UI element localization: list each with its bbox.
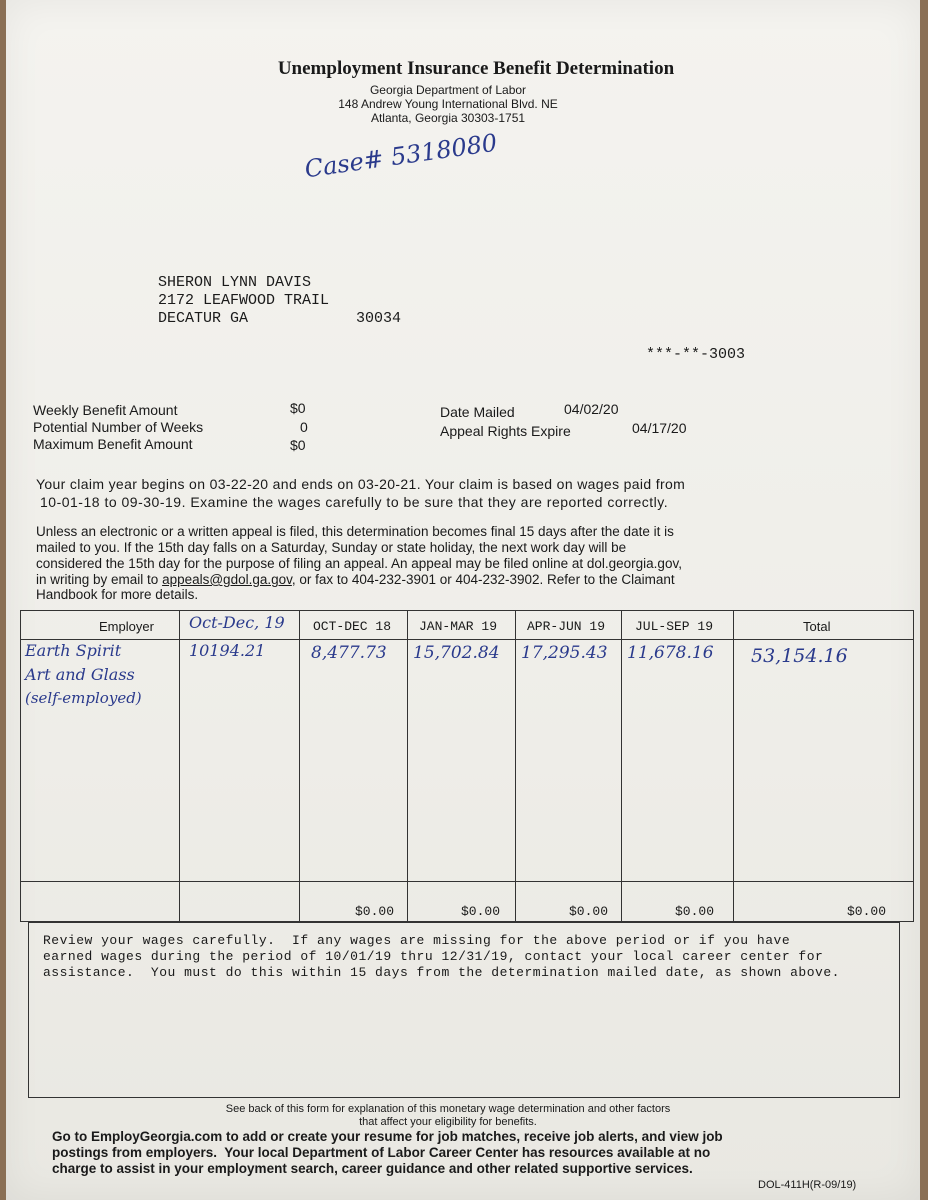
footer-promo-line3: charge to assist in your employment search, career guidance and other related supportive services. — [52, 1161, 693, 1176]
appeal-para-line5: Handbook for more details. — [36, 587, 199, 602]
form-id: DOL-411H(R-09/19) — [758, 1179, 857, 1191]
max-benefit-label: Maximum Benefit Amount — [33, 436, 193, 452]
appeal-para-line4b: , or fax to 404-232-3901 or 404-232-3902. Refer to the Claimant — [291, 572, 675, 587]
claimant-name: SHERON LYNN DAVIS — [158, 274, 312, 291]
date-mailed-value: 04/02/20 — [564, 401, 619, 417]
col-divider-5 — [621, 611, 622, 921]
total-jul-sep-19: $0.00 — [675, 904, 715, 919]
handwritten-oct-dec-18: 8,477.73 — [311, 643, 387, 663]
weekly-benefit-label: Weekly Benefit Amount — [33, 402, 178, 418]
handwritten-period-header: Oct-Dec, 19 — [189, 613, 285, 632]
footer-note-line1: See back of this form for explanation of this monetary wage determination and other factors — [225, 1103, 671, 1115]
document-title: Unemployment Insurance Benefit Determination — [277, 58, 675, 79]
col-header-oct-dec-18: OCT-DEC 18 — [313, 619, 392, 634]
claimant-city-state: DECATUR GA — [158, 310, 249, 327]
table-totals-divider — [21, 881, 913, 882]
claim-year-line1 — [36, 476, 685, 492]
base-period-to-word: to — [104, 494, 118, 510]
handwritten-apr-jun-19: 17,295.43 — [521, 643, 608, 663]
appeal-expire-label: Appeal Rights Expire — [440, 423, 571, 439]
total-jan-mar-19: $0.00 — [461, 904, 501, 919]
col-divider-2 — [299, 611, 300, 921]
date-mailed-label: Date Mailed — [440, 404, 515, 420]
base-period-from: 10-01-18 — [40, 494, 101, 510]
total-all: $0.00 — [847, 904, 887, 919]
claim-year-begin: 03-22-20 — [209, 476, 269, 492]
footer-note-line2: that affect your eligibility for benefits. — [359, 1116, 537, 1128]
appeal-para-line4 — [36, 572, 675, 587]
appeal-para-line2: mailed to you. If the 15th day falls on a Saturday, Sunday or state holiday, the next work day will be — [36, 540, 627, 555]
col-divider-6 — [733, 611, 734, 921]
agency-address-line2: Atlanta, Georgia 30303-1751 — [370, 111, 526, 125]
claim-year-text-a: Your claim year begins on — [36, 476, 206, 492]
handwritten-employer-line1: Earth Spirit — [25, 641, 122, 660]
appeal-email-link[interactable]: appeals@gdol.ga.gov — [162, 572, 292, 587]
handwritten-employer-line2: Art and Glass — [25, 665, 135, 684]
claim-year-text-b: and ends on — [272, 476, 354, 492]
agency-address-line1: 148 Andrew Young International Blvd. NE — [338, 97, 558, 111]
table-header-divider — [21, 639, 913, 640]
appeal-para-line1: Unless an electronic or a written appeal is filed, this determination becomes final 15 days after the date it is — [36, 524, 674, 539]
wage-table — [20, 610, 914, 922]
total-apr-jun-19: $0.00 — [569, 904, 609, 919]
claimant-ssn: ***-**-3003 — [646, 346, 746, 363]
appeal-expire-value: 04/17/20 — [632, 420, 687, 436]
handwritten-jul-sep-19: 11,678.16 — [627, 643, 714, 663]
handwritten-case-number: Case# 5318080 — [302, 128, 499, 184]
review-note-box — [28, 922, 900, 1098]
footer-promo-line2: postings from employers. Your local Department of Labor Career Center has resources available at no — [52, 1145, 711, 1160]
claim-year-line2 — [40, 494, 668, 510]
claim-year-text-d: . Examine the wages carefully to be sure that they are reported correctly. — [181, 494, 669, 510]
col-header-apr-jun-19: APR-JUN 19 — [527, 619, 606, 634]
handwritten-jan-mar-19: 15,702.84 — [413, 643, 500, 663]
handwritten-employer-line3: (self-employed) — [25, 689, 142, 707]
document-page — [6, 0, 920, 1200]
review-note-line2: earned wages during the period of 10/01/19 thru 12/31/19, contact your local career center for — [43, 949, 824, 964]
footer-promo-line1: Go to EmployGeorgia.com to add or create your resume for job matches, receive job alerts, and view job — [52, 1129, 723, 1144]
handwritten-total: 53,154.16 — [751, 645, 848, 667]
appeal-para-line3: considered the 15th day for the purpose of filing an appeal. An appeal may be filed online at dol.georgia.gov, — [36, 556, 682, 571]
claim-year-text-c: . Your claim is based on wages paid from — [416, 476, 686, 492]
claimant-street: 2172 LEAFWOOD TRAIL — [158, 292, 330, 309]
claim-year-end: 03-20-21 — [357, 476, 417, 492]
appeal-para-line4a: in writing by email to — [36, 572, 163, 587]
col-header-jan-mar-19: JAN-MAR 19 — [419, 619, 498, 634]
agency-name: Georgia Department of Labor — [369, 83, 527, 97]
handwritten-period-amount: 10194.21 — [189, 641, 266, 660]
col-divider-1 — [179, 611, 180, 921]
weekly-benefit-value: $0 — [290, 400, 306, 416]
claimant-zip: 30034 — [356, 310, 402, 327]
base-period-to: 09-30-19 — [121, 494, 182, 510]
col-header-employer: Employer — [99, 619, 154, 634]
weeks-value: 0 — [300, 419, 308, 435]
col-header-total: Total — [803, 619, 831, 634]
col-divider-4 — [515, 611, 516, 921]
total-oct-dec-18: $0.00 — [355, 904, 395, 919]
review-note-line3: assistance. You must do this within 15 days from the determination mailed date, as shown above. — [43, 965, 840, 980]
col-header-jul-sep-19: JUL-SEP 19 — [635, 619, 714, 634]
review-note-line1: Review your wages carefully. If any wages are missing for the above period or if you have — [43, 933, 791, 948]
weeks-label: Potential Number of Weeks — [33, 419, 204, 435]
col-divider-3 — [407, 611, 408, 921]
max-benefit-value: $0 — [290, 437, 306, 453]
